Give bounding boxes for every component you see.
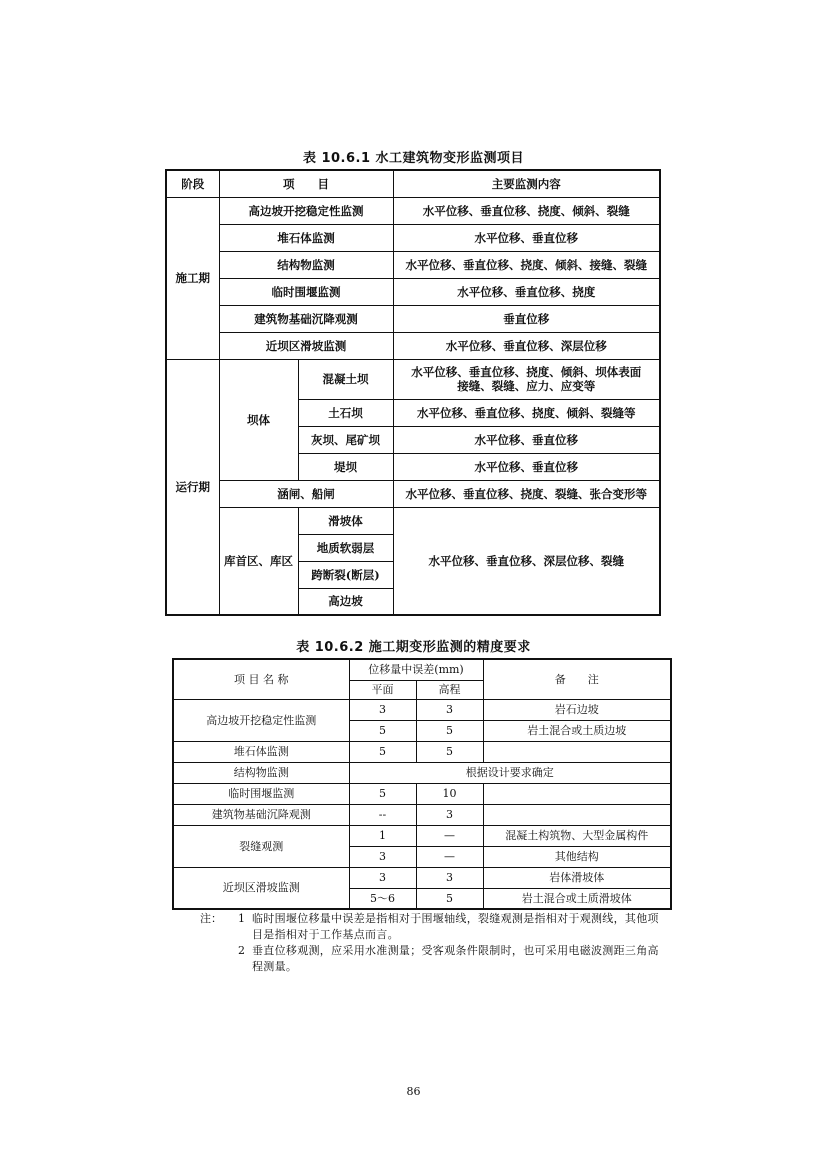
page-number: 86 [406, 1085, 421, 1098]
header-remark: 备 注 [483, 659, 671, 699]
table-row [166, 507, 660, 534]
height-cell: 5 [416, 888, 483, 909]
remark-cell: 岩土混合或土质边坡 [483, 720, 671, 741]
note-number: 1 [238, 912, 245, 925]
item-cell: 近坝区滑坡监测 [219, 332, 393, 359]
subitem-cell: 滑坡体 [298, 507, 393, 534]
plane-cell: 5～6 [349, 888, 416, 909]
table-row [173, 699, 671, 720]
deformation-monitoring-items-table [165, 169, 661, 616]
content-cell: 水平位移、垂直位移、深层位移、裂缝 [393, 507, 660, 615]
item-cell: 高边坡开挖稳定性监测 [219, 197, 393, 224]
subitem-cell: 跨断裂(断层) [298, 561, 393, 588]
header-name: 项 目 名 称 [173, 659, 349, 699]
notes-label: 注： [200, 912, 222, 925]
plane-cell: 5 [349, 741, 416, 762]
header-content: 主要监测内容 [393, 170, 660, 197]
item-cell: 涵闸、船闸 [219, 480, 393, 507]
subitem-cell: 土石坝 [298, 399, 393, 426]
table-notes [200, 911, 670, 975]
table-row [173, 762, 671, 783]
remark-cell [483, 804, 671, 825]
remark-cell [483, 783, 671, 804]
plane-cell: 1 [349, 825, 416, 846]
table-row [166, 278, 660, 305]
content-cell: 垂直位移 [393, 305, 660, 332]
name-cell: 结构物监测 [173, 762, 349, 783]
note-item [200, 943, 670, 975]
height-cell: — [416, 825, 483, 846]
header-item: 项 目 [219, 170, 393, 197]
plane-cell: 3 [349, 846, 416, 867]
content-line: 水平位移、垂直位移、挠度、倾斜、坝体表面 [411, 365, 642, 379]
precision-requirements-table [172, 658, 672, 910]
table-2-caption: 表 10.6.2 施工期变形监测的精度要求 [296, 640, 531, 655]
name-cell: 临时围堰监测 [173, 783, 349, 804]
table-row [166, 332, 660, 359]
name-cell: 建筑物基础沉降观测 [173, 804, 349, 825]
height-cell: 3 [416, 867, 483, 888]
subitem-cell: 高边坡 [298, 588, 393, 615]
table-row [173, 825, 671, 846]
content-cell: 水平位移、垂直位移、挠度、倾斜、接缝、裂缝 [393, 251, 660, 278]
content-line: 接缝、裂缝、应力、应变等 [457, 379, 596, 393]
table-row [166, 305, 660, 332]
group-dam: 坝体 [219, 359, 298, 480]
content-cell: 水平位移、垂直位移、挠度、裂缝、张合变形等 [393, 480, 660, 507]
name-cell: 近坝区滑坡监测 [173, 867, 349, 909]
group-reservoir: 库首区、库区 [219, 507, 298, 615]
table-row [166, 480, 660, 507]
table-header-row [166, 170, 660, 197]
height-cell: 5 [416, 720, 483, 741]
table-row [166, 197, 660, 224]
plane-cell: 5 [349, 783, 416, 804]
item-cell: 结构物监测 [219, 251, 393, 278]
name-cell: 裂缝观测 [173, 825, 349, 867]
content-cell: 水平位移、垂直位移、挠度、倾斜、裂缝 [393, 197, 660, 224]
note-number: 2 [238, 944, 245, 957]
note-item [200, 911, 670, 943]
header-height: 高程 [416, 680, 483, 699]
content-cell: 水平位移、垂直位移、挠度、倾斜、裂缝等 [393, 399, 660, 426]
content-cell: 水平位移、垂直位移 [393, 224, 660, 251]
table-row [173, 741, 671, 762]
stage-construction: 施工期 [166, 197, 219, 359]
content-cell: 水平位移、垂直位移 [393, 453, 660, 480]
name-cell: 堆石体监测 [173, 741, 349, 762]
header-error: 位移量中误差(mm) [349, 659, 483, 680]
height-cell: 3 [416, 699, 483, 720]
stage-operation: 运行期 [166, 359, 219, 615]
name-cell: 高边坡开挖稳定性监测 [173, 699, 349, 741]
table-row [166, 224, 660, 251]
table-row [173, 783, 671, 804]
remark-cell: 岩土混合或土质滑坡体 [483, 888, 671, 909]
content-cell: 水平位移、垂直位移 [393, 426, 660, 453]
table-row [166, 251, 660, 278]
header-stage: 阶段 [166, 170, 219, 197]
subitem-cell: 混凝土坝 [298, 359, 393, 399]
subitem-cell: 地质软弱层 [298, 534, 393, 561]
note-text: 临时围堰位移量中误差是指相对于围堰轴线，裂缝观测是指相对于观测线，其他项目是指相对于工作基点而言。 [252, 912, 659, 941]
table-row [173, 804, 671, 825]
content-cell [393, 359, 660, 399]
remark-cell [483, 741, 671, 762]
remark-cell: 岩体滑坡体 [483, 867, 671, 888]
remark-cell: 岩石边坡 [483, 699, 671, 720]
content-cell: 水平位移、垂直位移、深层位移 [393, 332, 660, 359]
plane-cell: -- [349, 804, 416, 825]
table-row [166, 359, 660, 399]
table-header-row [173, 659, 671, 680]
content-cell: 水平位移、垂直位移、挠度 [393, 278, 660, 305]
height-cell: 3 [416, 804, 483, 825]
plane-cell: 3 [349, 699, 416, 720]
height-cell: — [416, 846, 483, 867]
item-cell: 堆石体监测 [219, 224, 393, 251]
item-cell: 建筑物基础沉降观测 [219, 305, 393, 332]
subitem-cell: 堤坝 [298, 453, 393, 480]
remark-cell: 混凝土构筑物、大型金属构件 [483, 825, 671, 846]
subitem-cell: 灰坝、尾矿坝 [298, 426, 393, 453]
item-cell: 临时围堰监测 [219, 278, 393, 305]
plane-cell: 5 [349, 720, 416, 741]
table-row [173, 867, 671, 888]
note-text: 垂直位移观测，应采用水准测量；受客观条件限制时，也可采用电磁波测距三角高程测量。 [252, 944, 659, 973]
header-plane: 平面 [349, 680, 416, 699]
height-cell: 10 [416, 783, 483, 804]
merged-cell: 根据设计要求确定 [349, 762, 671, 783]
plane-cell: 3 [349, 867, 416, 888]
height-cell: 5 [416, 741, 483, 762]
table-1-caption: 表 10.6.1 水工建筑物变形监测项目 [302, 151, 525, 166]
remark-cell: 其他结构 [483, 846, 671, 867]
